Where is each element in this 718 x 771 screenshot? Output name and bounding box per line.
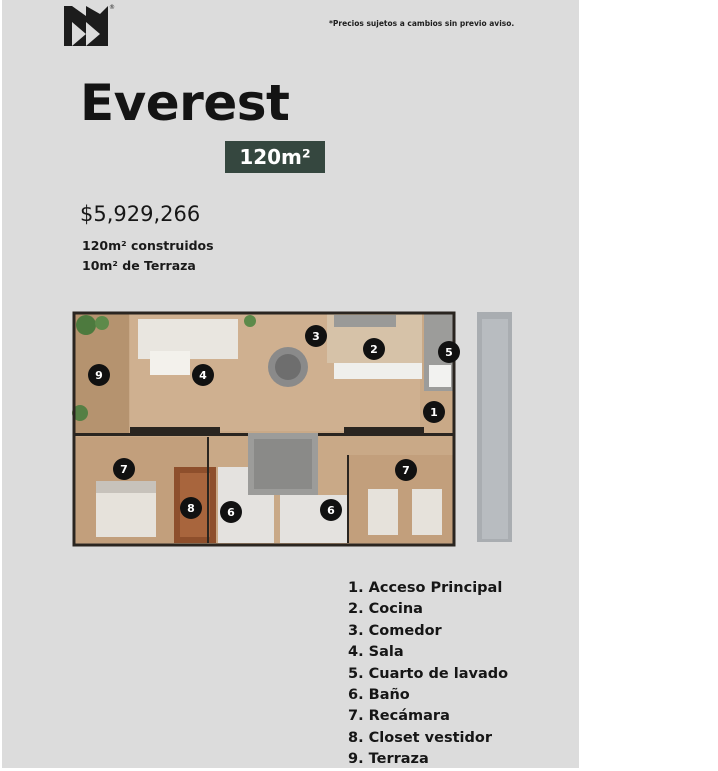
svg-text:7: 7 bbox=[120, 463, 128, 476]
svg-text:6: 6 bbox=[327, 504, 335, 517]
legend-item: 7. Recámara bbox=[348, 708, 450, 725]
price-disclaimer: *Precios sujetos a cambios sin previo aviso. bbox=[329, 19, 515, 28]
marker-bano-1 bbox=[220, 501, 242, 523]
marker-bano-2 bbox=[320, 499, 342, 521]
svg-text:3: 3 bbox=[312, 330, 320, 343]
marker-comedor bbox=[305, 325, 327, 347]
svg-text:7: 7 bbox=[402, 464, 410, 477]
legend-item: 9. Terraza bbox=[348, 751, 429, 768]
legend-item: 1. Acceso Principal bbox=[348, 580, 503, 596]
floor-plan bbox=[72, 309, 514, 549]
marker-recamara-1 bbox=[113, 458, 135, 480]
legend-item: 2. Cocina bbox=[348, 601, 423, 618]
model-title: Everest bbox=[80, 74, 290, 132]
marker-cuarto-de-lavado bbox=[438, 341, 460, 363]
spec-built-area: 120m² construidos bbox=[82, 238, 214, 253]
legend-item: 4. Sala bbox=[348, 644, 404, 661]
building-logo-icon bbox=[64, 6, 108, 46]
svg-text:4: 4 bbox=[199, 369, 207, 382]
marker-terraza bbox=[88, 364, 110, 386]
marker-recamara-2 bbox=[395, 459, 417, 481]
svg-text:1: 1 bbox=[430, 406, 438, 419]
svg-text:2: 2 bbox=[370, 343, 378, 356]
marker-cocina bbox=[363, 338, 385, 360]
area-badge: 120m² bbox=[225, 141, 325, 173]
room-legend bbox=[348, 578, 508, 771]
marker-closet-vestidor bbox=[180, 497, 202, 519]
legend-item: 8. Closet vestidor bbox=[348, 729, 492, 746]
marker-sala bbox=[192, 364, 214, 386]
svg-text:6: 6 bbox=[227, 506, 235, 519]
legend-item: 6. Baño bbox=[348, 686, 410, 703]
svg-text:9: 9 bbox=[95, 369, 103, 382]
legend-item: 5. Cuarto de lavado bbox=[348, 665, 509, 682]
svg-text:8: 8 bbox=[187, 502, 195, 515]
legend-item: 3. Comedor bbox=[348, 622, 442, 639]
registered-mark: ® bbox=[109, 4, 115, 11]
svg-text:5: 5 bbox=[445, 346, 453, 359]
marker-acceso-principal bbox=[423, 401, 445, 423]
spec-terrace-area: 10m² de Terraza bbox=[82, 258, 196, 273]
price: $5,929,266 bbox=[80, 202, 201, 226]
